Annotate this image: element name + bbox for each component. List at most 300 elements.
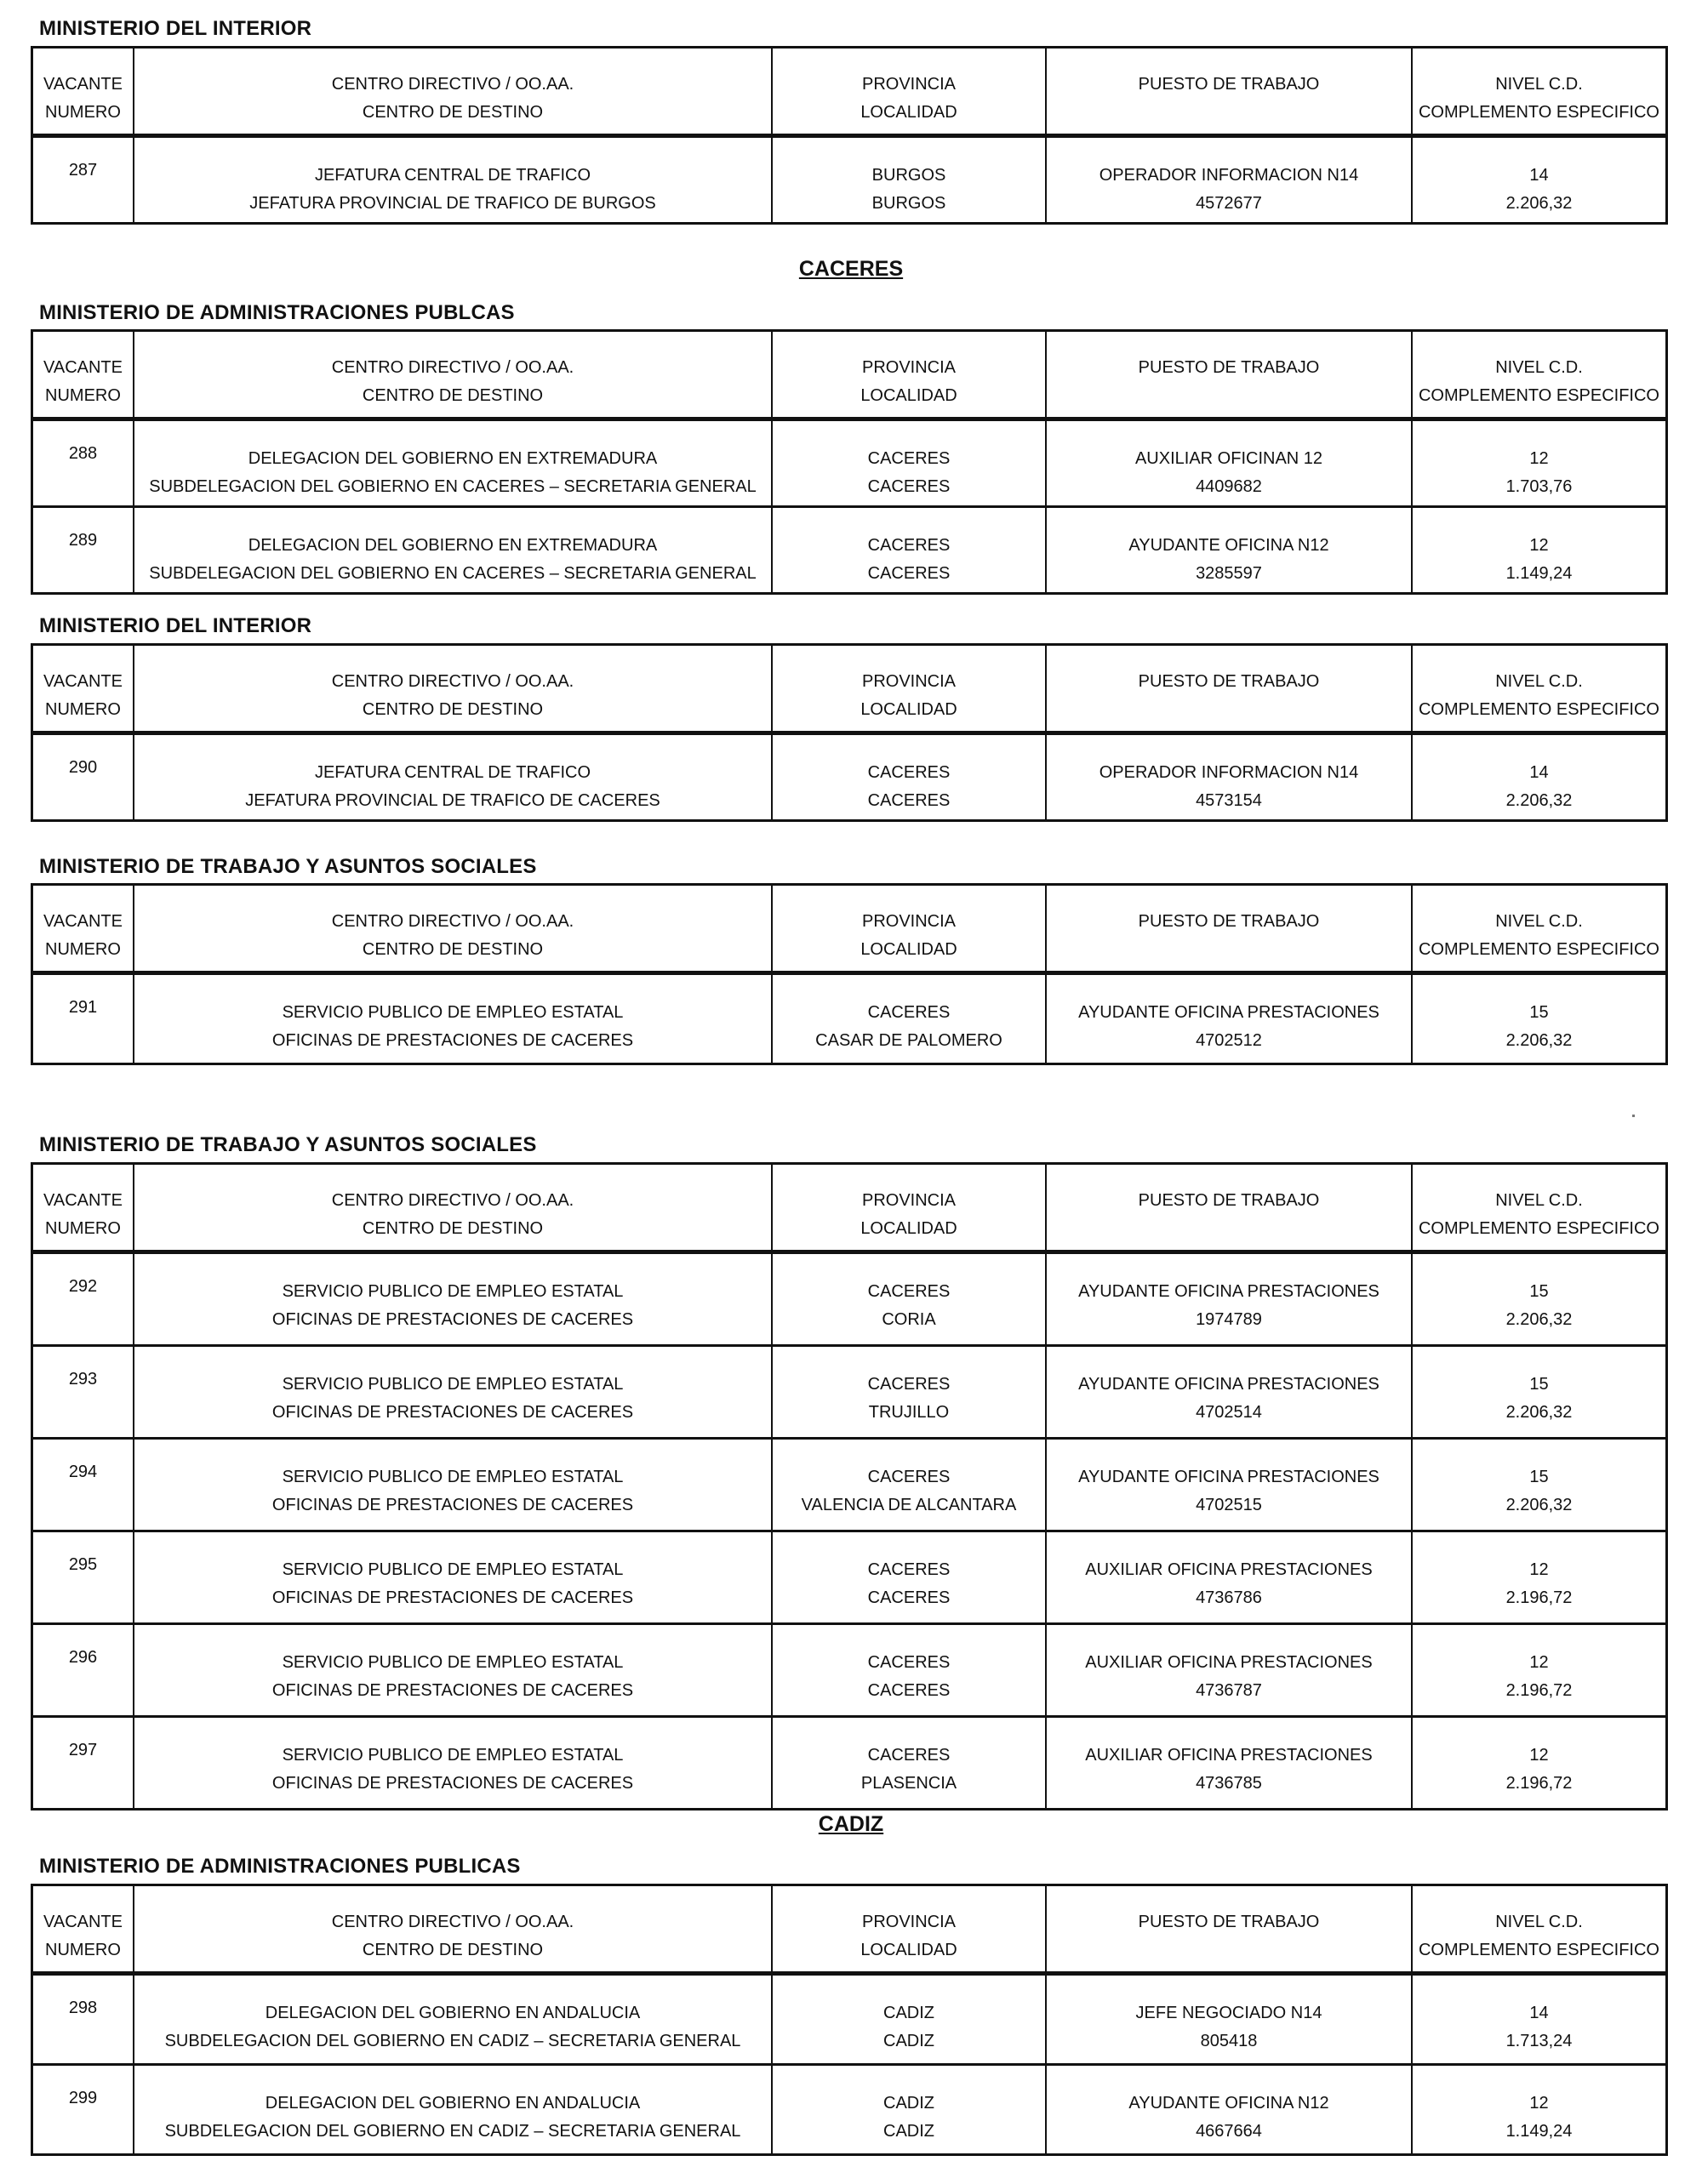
centro-cell bbox=[133, 1440, 771, 1530]
nivel-cd: 12 bbox=[1529, 449, 1549, 468]
provincia-cell bbox=[771, 1625, 1045, 1715]
header-label: CENTRO DIRECTIVO / OO.AA. bbox=[331, 912, 574, 931]
provincia-cell bbox=[771, 2066, 1045, 2153]
puesto-trabajo: OPERADOR INFORMACION N14 bbox=[1099, 166, 1359, 185]
header-label: NIVEL C.D. bbox=[1495, 1191, 1583, 1210]
puesto-trabajo: AUXILIAR OFICINAN 12 bbox=[1134, 449, 1323, 468]
centro-destino: OFICINAS DE PRESTACIONES DE CACERES bbox=[271, 1031, 634, 1050]
header-label: CENTRO DIRECTIVO / OO.AA. bbox=[331, 672, 574, 691]
vacancy-number: 295 bbox=[68, 1555, 98, 1574]
header-label: PUESTO DE TRABAJO bbox=[1138, 912, 1320, 931]
centro-directivo: SERVICIO PUBLICO DE EMPLEO ESTATAL bbox=[282, 1282, 624, 1301]
provincia: CACERES bbox=[867, 1653, 951, 1672]
vacancy-number-cell bbox=[33, 1976, 133, 2063]
centro-cell bbox=[133, 1718, 771, 1808]
puesto-trabajo: OPERADOR INFORMACION N14 bbox=[1099, 763, 1359, 782]
provincia: BURGOS bbox=[871, 166, 946, 185]
puesto-codigo: 4573154 bbox=[1196, 791, 1262, 810]
header-label: LOCALIDAD bbox=[860, 1941, 957, 1959]
header-label: PUESTO DE TRABAJO bbox=[1138, 1191, 1320, 1210]
puesto-codigo: 4736786 bbox=[1196, 1588, 1262, 1607]
nivel-cd: 15 bbox=[1529, 1003, 1549, 1022]
header-vacante bbox=[33, 646, 133, 731]
provincia-cell bbox=[771, 1440, 1045, 1530]
centro-directivo: DELEGACION DEL GOBIERNO EN ANDALUCIA bbox=[265, 2094, 641, 2113]
centro-directivo: SERVICIO PUBLICO DE EMPLEO ESTATAL bbox=[282, 1003, 624, 1022]
ministry-title: MINISTERIO DE TRABAJO Y ASUNTOS SOCIALES bbox=[39, 1133, 537, 1156]
centro-destino: SUBDELEGACION DEL GOBIERNO EN CACERES – SECRETARIA GENERAL bbox=[149, 477, 757, 496]
centro-destino: SUBDELEGACION DEL GOBIERNO EN CADIZ – SECRETARIA GENERAL bbox=[164, 2032, 741, 2050]
centro-cell bbox=[133, 508, 771, 592]
puesto-cell bbox=[1045, 138, 1411, 222]
provincia-cell bbox=[771, 1254, 1045, 1344]
header-label: VACANTE bbox=[43, 672, 123, 691]
complemento-especifico: 2.196,72 bbox=[1505, 1588, 1573, 1607]
header-label: NUMERO bbox=[45, 103, 121, 122]
header-label: COMPLEMENTO ESPECIFICO bbox=[1418, 1941, 1659, 1959]
ministry-title: MINISTERIO DE TRABAJO Y ASUNTOS SOCIALES bbox=[39, 855, 537, 878]
puesto-codigo: 805418 bbox=[1200, 2032, 1258, 2050]
puesto-codigo: 4702515 bbox=[1196, 1496, 1262, 1514]
header-centro bbox=[133, 48, 771, 134]
complemento-especifico: 2.196,72 bbox=[1505, 1774, 1573, 1793]
centro-directivo: SERVICIO PUBLICO DE EMPLEO ESTATAL bbox=[282, 1746, 624, 1765]
header-label: NIVEL C.D. bbox=[1495, 75, 1583, 94]
centro-cell bbox=[133, 2066, 771, 2153]
puesto-trabajo: AYUDANTE OFICINA PRESTACIONES bbox=[1078, 1468, 1379, 1486]
provincia: CACERES bbox=[867, 1003, 951, 1022]
centro-destino: SUBDELEGACION DEL GOBIERNO EN CACERES – SECRETARIA GENERAL bbox=[149, 564, 757, 583]
header-label: COMPLEMENTO ESPECIFICO bbox=[1418, 1219, 1659, 1238]
provincia: CACERES bbox=[867, 1282, 951, 1301]
header-label: PROVINCIA bbox=[861, 912, 957, 931]
vacancy-table bbox=[31, 329, 1668, 595]
table-row bbox=[33, 1437, 1665, 1530]
localidad: CORIA bbox=[882, 1310, 936, 1329]
vacancy-number-cell bbox=[33, 508, 133, 592]
nivel-cd: 12 bbox=[1529, 1746, 1549, 1765]
centro-cell bbox=[133, 1976, 771, 2063]
header-label: NUMERO bbox=[45, 940, 121, 959]
puesto-codigo: 4702514 bbox=[1196, 1403, 1262, 1422]
provincia: CACERES bbox=[867, 1746, 951, 1765]
nivel-cd: 15 bbox=[1529, 1468, 1549, 1486]
localidad: CACERES bbox=[867, 564, 951, 583]
puesto-codigo: 1974789 bbox=[1196, 1310, 1262, 1329]
header-provincia bbox=[771, 332, 1045, 417]
vacancy-number: 289 bbox=[68, 531, 98, 550]
nivel-cell bbox=[1411, 508, 1665, 592]
centro-directivo: SERVICIO PUBLICO DE EMPLEO ESTATAL bbox=[282, 1653, 624, 1672]
nivel-cd: 14 bbox=[1529, 2004, 1549, 2022]
vacancy-table bbox=[31, 46, 1668, 225]
header-label: LOCALIDAD bbox=[860, 386, 957, 405]
nivel-cell bbox=[1411, 1718, 1665, 1808]
vacancy-number: 291 bbox=[68, 998, 98, 1017]
table-row bbox=[33, 135, 1665, 222]
puesto-trabajo: AYUDANTE OFICINA PRESTACIONES bbox=[1078, 1282, 1379, 1301]
centro-cell bbox=[133, 735, 771, 819]
puesto-trabajo: AYUDANTE OFICINA N12 bbox=[1128, 2094, 1329, 2113]
header-label: VACANTE bbox=[43, 912, 123, 931]
puesto-cell bbox=[1045, 2066, 1411, 2153]
header-vacante bbox=[33, 48, 133, 134]
nivel-cd: 14 bbox=[1529, 763, 1549, 782]
provincia-cell bbox=[771, 975, 1045, 1063]
centro-directivo: SERVICIO PUBLICO DE EMPLEO ESTATAL bbox=[282, 1375, 624, 1394]
complemento-especifico: 2.206,32 bbox=[1505, 791, 1573, 810]
header-label: CENTRO DIRECTIVO / OO.AA. bbox=[331, 358, 574, 377]
header-label: COMPLEMENTO ESPECIFICO bbox=[1418, 386, 1659, 405]
table-header-row bbox=[33, 1886, 1665, 1973]
centro-destino: OFICINAS DE PRESTACIONES DE CACERES bbox=[271, 1403, 634, 1422]
complemento-especifico: 2.206,32 bbox=[1505, 1403, 1573, 1422]
puesto-cell bbox=[1045, 1532, 1411, 1622]
localidad: CASAR DE PALOMERO bbox=[815, 1031, 1002, 1050]
table-row bbox=[33, 1715, 1665, 1808]
centro-directivo: DELEGACION DEL GOBIERNO EN EXTREMADURA bbox=[248, 536, 658, 555]
nivel-cd: 12 bbox=[1529, 2094, 1549, 2113]
header-label: LOCALIDAD bbox=[860, 940, 957, 959]
header-label: PUESTO DE TRABAJO bbox=[1138, 672, 1320, 691]
header-label: NUMERO bbox=[45, 700, 121, 719]
header-label: LOCALIDAD bbox=[860, 1219, 957, 1238]
vacancy-number-cell bbox=[33, 2066, 133, 2153]
table-row bbox=[33, 2063, 1665, 2153]
header-label: VACANTE bbox=[43, 1191, 123, 1210]
header-label: PROVINCIA bbox=[861, 75, 957, 94]
centro-destino: OFICINAS DE PRESTACIONES DE CACERES bbox=[271, 1496, 634, 1514]
localidad: CACERES bbox=[867, 1588, 951, 1607]
vacancy-number-cell bbox=[33, 1532, 133, 1622]
localidad: TRUJILLO bbox=[868, 1403, 950, 1422]
centro-destino: OFICINAS DE PRESTACIONES DE CACERES bbox=[271, 1774, 634, 1793]
centro-cell bbox=[133, 1532, 771, 1622]
table-row bbox=[33, 1344, 1665, 1437]
vacancy-number-cell bbox=[33, 1440, 133, 1530]
centro-cell bbox=[133, 1254, 771, 1344]
puesto-cell bbox=[1045, 1718, 1411, 1808]
header-provincia bbox=[771, 1886, 1045, 1971]
header-centro bbox=[133, 1886, 771, 1971]
provincia-cell bbox=[771, 1718, 1045, 1808]
puesto-trabajo: AUXILIAR OFICINA PRESTACIONES bbox=[1085, 1560, 1373, 1579]
vacancy-number: 296 bbox=[68, 1648, 98, 1667]
puesto-cell bbox=[1045, 1625, 1411, 1715]
localidad: CACERES bbox=[867, 791, 951, 810]
header-centro bbox=[133, 332, 771, 417]
provincia: CACERES bbox=[867, 449, 951, 468]
vacancy-number-cell bbox=[33, 735, 133, 819]
header-label: CENTRO DE DESTINO bbox=[362, 103, 544, 122]
puesto-trabajo: AYUDANTE OFICINA PRESTACIONES bbox=[1078, 1375, 1379, 1394]
header-vacante bbox=[33, 1165, 133, 1250]
complemento-especifico: 2.206,32 bbox=[1505, 1031, 1573, 1050]
header-centro bbox=[133, 886, 771, 971]
nivel-cd: 12 bbox=[1529, 1560, 1549, 1579]
complemento-especifico: 2.206,32 bbox=[1505, 1496, 1573, 1514]
vacancy-number: 287 bbox=[68, 161, 98, 180]
puesto-trabajo: JEFE NEGOCIADO N14 bbox=[1135, 2004, 1322, 2022]
vacancy-number: 297 bbox=[68, 1741, 98, 1759]
nivel-cell bbox=[1411, 975, 1665, 1063]
header-label: PUESTO DE TRABAJO bbox=[1138, 358, 1320, 377]
header-nivel bbox=[1411, 332, 1665, 417]
provincia-cell bbox=[771, 735, 1045, 819]
header-label: CENTRO DE DESTINO bbox=[362, 700, 544, 719]
nivel-cell bbox=[1411, 2066, 1665, 2153]
puesto-trabajo: AYUDANTE OFICINA PRESTACIONES bbox=[1078, 1003, 1379, 1022]
puesto-cell bbox=[1045, 1347, 1411, 1437]
puesto-cell bbox=[1045, 508, 1411, 592]
header-centro bbox=[133, 646, 771, 731]
header-label: LOCALIDAD bbox=[860, 700, 957, 719]
header-puesto bbox=[1045, 332, 1411, 417]
provincia: CADIZ bbox=[883, 2004, 934, 2022]
localidad: BURGOS bbox=[871, 194, 946, 213]
vacancy-number: 288 bbox=[68, 444, 98, 463]
complemento-especifico: 2.196,72 bbox=[1505, 1681, 1573, 1700]
complemento-especifico: 1.713,24 bbox=[1505, 2032, 1573, 2050]
complemento-especifico: 2.206,32 bbox=[1505, 194, 1573, 213]
header-nivel bbox=[1411, 886, 1665, 971]
vacancy-number: 298 bbox=[68, 1999, 98, 2017]
header-label: PROVINCIA bbox=[861, 672, 957, 691]
provincia-cell bbox=[771, 508, 1045, 592]
table-row bbox=[33, 1622, 1665, 1715]
vacancy-number-cell bbox=[33, 138, 133, 222]
centro-destino: OFICINAS DE PRESTACIONES DE CACERES bbox=[271, 1588, 634, 1607]
header-nivel bbox=[1411, 1165, 1665, 1250]
header-label: CENTRO DE DESTINO bbox=[362, 1219, 544, 1238]
provincia-cell bbox=[771, 1347, 1045, 1437]
vacancy-number: 290 bbox=[68, 758, 98, 777]
nivel-cd: 12 bbox=[1529, 536, 1549, 555]
header-nivel bbox=[1411, 1886, 1665, 1971]
table-header-row bbox=[33, 1165, 1665, 1252]
complemento-especifico: 1.703,76 bbox=[1505, 477, 1573, 496]
section-heading-caceres: CACERES bbox=[798, 257, 904, 281]
header-label: CENTRO DE DESTINO bbox=[362, 1941, 544, 1959]
puesto-cell bbox=[1045, 975, 1411, 1063]
vacancy-table bbox=[31, 1884, 1668, 2156]
ministry-title: MINISTERIO DEL INTERIOR bbox=[39, 614, 312, 637]
localidad: CACERES bbox=[867, 1681, 951, 1700]
table-row bbox=[33, 1530, 1665, 1622]
table-row bbox=[33, 972, 1665, 1063]
header-label: NUMERO bbox=[45, 1219, 121, 1238]
header-provincia bbox=[771, 48, 1045, 134]
puesto-codigo: 4572677 bbox=[1196, 194, 1262, 213]
complemento-especifico: 1.149,24 bbox=[1505, 2122, 1573, 2141]
table-row bbox=[33, 1252, 1665, 1344]
puesto-codigo: 4667664 bbox=[1196, 2122, 1262, 2141]
header-nivel bbox=[1411, 48, 1665, 134]
header-label: NIVEL C.D. bbox=[1495, 358, 1583, 377]
provincia-cell bbox=[771, 1976, 1045, 2063]
header-puesto bbox=[1045, 886, 1411, 971]
nivel-cell bbox=[1411, 1440, 1665, 1530]
vacancy-number: 294 bbox=[68, 1463, 98, 1481]
centro-cell bbox=[133, 138, 771, 222]
header-label: CENTRO DIRECTIVO / OO.AA. bbox=[331, 1913, 574, 1931]
header-label: LOCALIDAD bbox=[860, 103, 957, 122]
vacancy-table bbox=[31, 883, 1668, 1065]
centro-cell bbox=[133, 1625, 771, 1715]
nivel-cell bbox=[1411, 1254, 1665, 1344]
header-label: CENTRO DE DESTINO bbox=[362, 940, 544, 959]
nivel-cd: 14 bbox=[1529, 166, 1549, 185]
header-label: PUESTO DE TRABAJO bbox=[1138, 1913, 1320, 1931]
header-label: CENTRO DIRECTIVO / OO.AA. bbox=[331, 1191, 574, 1210]
provincia-cell bbox=[771, 421, 1045, 505]
header-label: PROVINCIA bbox=[861, 358, 957, 377]
vacancy-table bbox=[31, 643, 1668, 822]
centro-destino: SUBDELEGACION DEL GOBIERNO EN CADIZ – SECRETARIA GENERAL bbox=[164, 2122, 741, 2141]
header-vacante bbox=[33, 1886, 133, 1971]
centro-directivo: SERVICIO PUBLICO DE EMPLEO ESTATAL bbox=[282, 1468, 624, 1486]
header-puesto bbox=[1045, 646, 1411, 731]
centro-cell bbox=[133, 421, 771, 505]
header-centro bbox=[133, 1165, 771, 1250]
table-row bbox=[33, 419, 1665, 505]
provincia: CACERES bbox=[867, 1560, 951, 1579]
centro-directivo: DELEGACION DEL GOBIERNO EN ANDALUCIA bbox=[265, 2004, 641, 2022]
nivel-cell bbox=[1411, 735, 1665, 819]
header-provincia bbox=[771, 646, 1045, 731]
puesto-codigo: 4736785 bbox=[1196, 1774, 1262, 1793]
header-label: PUESTO DE TRABAJO bbox=[1138, 75, 1320, 94]
complemento-especifico: 1.149,24 bbox=[1505, 564, 1573, 583]
header-nivel bbox=[1411, 646, 1665, 731]
header-label: NUMERO bbox=[45, 386, 121, 405]
centro-directivo: DELEGACION DEL GOBIERNO EN EXTREMADURA bbox=[248, 449, 658, 468]
nivel-cell bbox=[1411, 1625, 1665, 1715]
header-provincia bbox=[771, 1165, 1045, 1250]
puesto-trabajo: AYUDANTE OFICINA N12 bbox=[1128, 536, 1329, 555]
centro-cell bbox=[133, 975, 771, 1063]
vacancy-number-cell bbox=[33, 1718, 133, 1808]
header-provincia bbox=[771, 886, 1045, 971]
puesto-trabajo: AUXILIAR OFICINA PRESTACIONES bbox=[1085, 1746, 1373, 1765]
centro-destino: OFICINAS DE PRESTACIONES DE CACERES bbox=[271, 1310, 634, 1329]
header-puesto bbox=[1045, 1165, 1411, 1250]
header-label: PROVINCIA bbox=[861, 1913, 957, 1931]
nivel-cell bbox=[1411, 421, 1665, 505]
header-puesto bbox=[1045, 1886, 1411, 1971]
header-label: NUMERO bbox=[45, 1941, 121, 1959]
header-vacante bbox=[33, 886, 133, 971]
table-header-row bbox=[33, 886, 1665, 972]
puesto-codigo: 3285597 bbox=[1196, 564, 1262, 583]
vacancy-table bbox=[31, 1162, 1668, 1810]
puesto-cell bbox=[1045, 1440, 1411, 1530]
nivel-cell bbox=[1411, 1347, 1665, 1437]
centro-directivo: JEFATURA CENTRAL DE TRAFICO bbox=[314, 763, 591, 782]
puesto-codigo: 4736787 bbox=[1196, 1681, 1262, 1700]
centro-destino: JEFATURA PROVINCIAL DE TRAFICO DE BURGOS bbox=[249, 194, 656, 213]
provincia-cell bbox=[771, 1532, 1045, 1622]
nivel-cd: 15 bbox=[1529, 1282, 1549, 1301]
provincia: CACERES bbox=[867, 1468, 951, 1486]
header-label: NIVEL C.D. bbox=[1495, 912, 1583, 931]
ministry-title: MINISTERIO DE ADMINISTRACIONES PUBLICAS bbox=[39, 1855, 521, 1878]
complemento-especifico: 2.206,32 bbox=[1505, 1310, 1573, 1329]
centro-directivo: JEFATURA CENTRAL DE TRAFICO bbox=[314, 166, 591, 185]
localidad: PLASENCIA bbox=[860, 1774, 957, 1793]
vacancy-number: 292 bbox=[68, 1277, 98, 1296]
header-label: NIVEL C.D. bbox=[1495, 672, 1583, 691]
nivel-cell bbox=[1411, 1532, 1665, 1622]
centro-cell bbox=[133, 1347, 771, 1437]
table-header-row bbox=[33, 646, 1665, 733]
puesto-cell bbox=[1045, 735, 1411, 819]
ministry-title: MINISTERIO DEL INTERIOR bbox=[39, 17, 312, 40]
nivel-cd: 12 bbox=[1529, 1653, 1549, 1672]
provincia: CACERES bbox=[867, 763, 951, 782]
puesto-cell bbox=[1045, 1254, 1411, 1344]
header-vacante bbox=[33, 332, 133, 417]
header-label: VACANTE bbox=[43, 358, 123, 377]
scan-speck bbox=[1632, 1115, 1635, 1117]
puesto-trabajo: AUXILIAR OFICINA PRESTACIONES bbox=[1085, 1653, 1373, 1672]
provincia: CADIZ bbox=[883, 2094, 934, 2113]
header-label: PROVINCIA bbox=[861, 1191, 957, 1210]
header-label: CENTRO DIRECTIVO / OO.AA. bbox=[331, 75, 574, 94]
localidad: VALENCIA DE ALCANTARA bbox=[801, 1496, 1017, 1514]
header-label: VACANTE bbox=[43, 75, 123, 94]
table-row bbox=[33, 733, 1665, 819]
vacancy-number-cell bbox=[33, 421, 133, 505]
provincia: CACERES bbox=[867, 1375, 951, 1394]
puesto-codigo: 4702512 bbox=[1196, 1031, 1262, 1050]
centro-destino: JEFATURA PROVINCIAL DE TRAFICO DE CACERES bbox=[245, 791, 660, 810]
vacancy-number-cell bbox=[33, 1347, 133, 1437]
nivel-cell bbox=[1411, 138, 1665, 222]
puesto-codigo: 4409682 bbox=[1196, 477, 1262, 496]
header-label: CENTRO DE DESTINO bbox=[362, 386, 544, 405]
provincia: CACERES bbox=[867, 536, 951, 555]
nivel-cd: 15 bbox=[1529, 1375, 1549, 1394]
puesto-cell bbox=[1045, 1976, 1411, 2063]
vacancy-number-cell bbox=[33, 1254, 133, 1344]
vacancy-number: 293 bbox=[68, 1370, 98, 1389]
table-header-row bbox=[33, 332, 1665, 419]
header-label: NIVEL C.D. bbox=[1495, 1913, 1583, 1931]
section-heading-cadiz: CADIZ bbox=[818, 1812, 884, 1836]
localidad: CADIZ bbox=[883, 2032, 934, 2050]
vacancy-number-cell bbox=[33, 1625, 133, 1715]
provincia-cell bbox=[771, 138, 1045, 222]
header-puesto bbox=[1045, 48, 1411, 134]
localidad: CACERES bbox=[867, 477, 951, 496]
table-row bbox=[33, 1973, 1665, 2063]
centro-destino: OFICINAS DE PRESTACIONES DE CACERES bbox=[271, 1681, 634, 1700]
vacancy-number-cell bbox=[33, 975, 133, 1063]
puesto-cell bbox=[1045, 421, 1411, 505]
header-label: COMPLEMENTO ESPECIFICO bbox=[1418, 103, 1659, 122]
centro-directivo: SERVICIO PUBLICO DE EMPLEO ESTATAL bbox=[282, 1560, 624, 1579]
ministry-title: MINISTERIO DE ADMINISTRACIONES PUBLCAS bbox=[39, 301, 515, 324]
header-label: COMPLEMENTO ESPECIFICO bbox=[1418, 700, 1659, 719]
vacancy-number: 299 bbox=[68, 2089, 98, 2107]
table-header-row bbox=[33, 48, 1665, 135]
header-label: COMPLEMENTO ESPECIFICO bbox=[1418, 940, 1659, 959]
localidad: CADIZ bbox=[883, 2122, 934, 2141]
nivel-cell bbox=[1411, 1976, 1665, 2063]
header-label: VACANTE bbox=[43, 1913, 123, 1931]
table-row bbox=[33, 505, 1665, 592]
